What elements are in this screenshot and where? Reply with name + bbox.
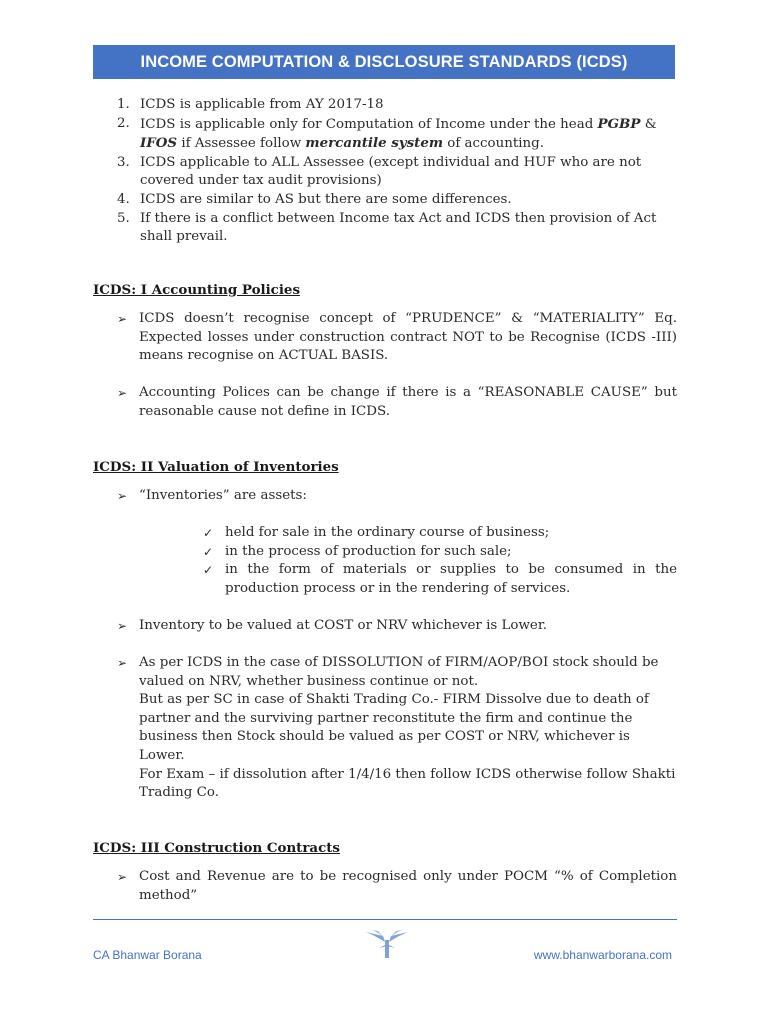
check-text: in the process of production for such sale; (225, 544, 512, 559)
bullet-item (117, 310, 677, 366)
list-text: ICDS applicable to ALL Assessee (except individual and HUF who are not covered under tax audit provisions) (140, 154, 642, 189)
bullet-item (117, 384, 677, 421)
check-item (203, 561, 677, 598)
arrow-bullet-icon: ➢ (117, 656, 128, 670)
check-icon: ✓ (203, 563, 214, 577)
bullet-item (117, 868, 677, 905)
check-text: held for sale in the ordinary course of business; (225, 525, 550, 540)
bullet-text: Inventory to be valued at COST or NRV whichever is Lower. (139, 618, 548, 633)
page-title: INCOME COMPUTATION & DISCLOSURE STANDARDS (ICDS) (140, 53, 628, 71)
bullet-item (117, 617, 677, 636)
page-title-banner (93, 45, 675, 79)
list-text: ICDS is applicable from AY 2017-18 (140, 97, 384, 112)
list-text: ICDS are similar to AS but there are some differences. (140, 191, 512, 207)
bold-term-mercantile: mercantile system (305, 135, 444, 152)
check-icon: ✓ (203, 526, 214, 540)
list-item (117, 191, 677, 210)
footer-divider (93, 919, 677, 920)
list-number: 4. (117, 191, 130, 207)
list-item (117, 96, 677, 115)
list-number: 2. (117, 115, 130, 131)
arrow-bullet-icon: ➢ (117, 312, 128, 326)
bullet-text: As per ICDS in the case of DISSOLUTION of FIRM/AOP/BOI stock should be valued on NRV, whether business continue or not. (139, 655, 659, 689)
bullet-text: Accounting Polices can be change if there is a “REASONABLE CAUSE” but reasonable cause not define in ICDS. (139, 385, 677, 419)
bold-term-ifos: IFOS (140, 135, 178, 152)
bold-term-pgbp: PGBP (597, 115, 641, 132)
list-number: 5. (117, 210, 130, 226)
arrow-bullet-icon: ➢ (117, 870, 128, 884)
check-text: in the form of materials or supplies to be consumed in the production process or in the rendering of services. (225, 562, 677, 596)
arrow-bullet-icon: ➢ (117, 386, 128, 400)
logo-icon (364, 928, 410, 962)
list-item (117, 154, 677, 191)
footer-author: CA Bhanwar Borana (93, 948, 202, 962)
section-heading-valuation-of-inventories: ICDS: II Valuation of Inventories (93, 459, 339, 475)
arrow-bullet-icon: ➢ (117, 489, 128, 503)
check-item (203, 543, 677, 562)
list-item (117, 210, 677, 247)
bullet-text: ICDS doesn’t recognise concept of “PRUDENCE” & “MATERIALITY” Eq. Expected losses under construction contract NOT to be Recognise (ICDS -III) means recognise on ACTUAL BASIS. (139, 311, 677, 364)
check-item (203, 524, 677, 543)
list-text: if Assessee follow (177, 136, 306, 152)
bullet-item (117, 654, 677, 803)
list-number: 1. (117, 97, 130, 112)
list-number: 3. (117, 154, 130, 170)
section-heading-accounting-policies: ICDS: I Accounting Policies (93, 282, 300, 298)
list-item (117, 115, 677, 154)
intro-list (117, 96, 677, 247)
list-text: of accounting. (443, 136, 544, 152)
list-text: ICDS is applicable only for Computation of Income under the head (140, 116, 598, 132)
list-text: If there is a conflict between Income tax Act and ICDS then provision of Act shall prevail. (140, 210, 657, 245)
footer-website-link[interactable]: www.bhanwarborana.com (533, 948, 672, 962)
check-icon: ✓ (203, 545, 214, 559)
bullet-text: Cost and Revenue are to be recognised only under POCM “% of Completion method” (139, 869, 677, 903)
bullet-text: But as per SC in case of Shakti Trading Co.- FIRM Dissolve due to death of partner and the surviving partner reconstitute the firm and continue the business then Stock should be valued as per COST or NRV, whichever is Lower. (139, 692, 649, 763)
section-heading-construction-contracts: ICDS: III Construction Contracts (93, 840, 340, 856)
bullet-text: For Exam – if dissolution after 1/4/16 then follow ICDS otherwise follow Shakti Trading Co. (139, 766, 676, 801)
bullet-item (117, 487, 677, 506)
bullet-text-block (139, 654, 677, 803)
list-text: & (640, 116, 657, 132)
arrow-bullet-icon: ➢ (117, 619, 128, 633)
bullet-text: “Inventories” are assets: (139, 488, 307, 503)
